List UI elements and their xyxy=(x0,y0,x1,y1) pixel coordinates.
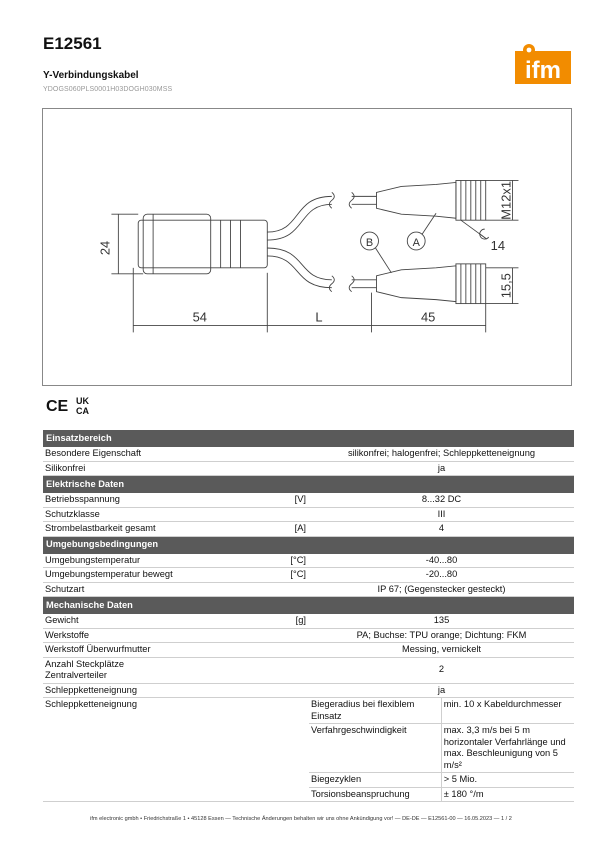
spec-row xyxy=(43,554,574,568)
section-title: Umgebungsbedingungen xyxy=(43,536,574,554)
spec-value: Messing, vernickelt xyxy=(309,643,575,658)
dim-15-5: 15,5 xyxy=(498,273,514,299)
section-header xyxy=(43,430,574,447)
spec-value: 8...32 DC xyxy=(309,493,575,507)
spec-label: Schutzklasse xyxy=(43,507,176,522)
section-header xyxy=(43,476,574,494)
spec-unit: [A] xyxy=(176,522,309,537)
spec-row xyxy=(43,628,574,643)
section-header xyxy=(43,536,574,554)
spec-value: 4 xyxy=(309,522,575,537)
drag-chain-key: Torsionsbeanspruchung xyxy=(309,787,442,802)
spec-row xyxy=(43,507,574,522)
spec-unit xyxy=(176,507,309,522)
spec-unit: [V] xyxy=(176,493,309,507)
spec-label: Umgebungstemperatur bewegt xyxy=(43,568,176,583)
specification-table xyxy=(43,430,574,802)
spec-row xyxy=(43,493,574,507)
ifm-logo xyxy=(513,43,573,84)
spec-row xyxy=(43,657,574,683)
spec-label: Umgebungstemperatur xyxy=(43,554,176,568)
spec-unit xyxy=(176,683,309,698)
spec-row xyxy=(43,614,574,628)
drag-chain-value: max. 3,3 m/s bei 5 m horizontaler Verfahrlänge und max. Beschleunigung von 5 m/s² xyxy=(441,724,574,773)
spec-row xyxy=(43,582,574,597)
certification-marks xyxy=(46,395,106,417)
product-name: Y-Verbindungskabel xyxy=(43,70,139,81)
spec-row xyxy=(43,568,574,583)
spec-value: silikonfrei; halogenfrei; Schleppketteneignung xyxy=(309,447,575,461)
spec-label: Werkstoff Überwurfmutter xyxy=(43,643,176,658)
drag-chain-key: Biegeradius bei flexiblem Einsatz xyxy=(309,698,442,724)
section-title: Mechanische Daten xyxy=(43,597,574,615)
product-code: E12561 xyxy=(43,34,102,53)
spec-label: Anzahl Steckplätze Zentralverteiler xyxy=(43,657,176,683)
spec-value: 2 xyxy=(309,657,575,683)
footer xyxy=(0,816,602,822)
dim-l: L xyxy=(315,309,323,325)
section-header xyxy=(43,597,574,615)
drag-chain-key: Biegezyklen xyxy=(309,773,442,788)
spec-unit xyxy=(176,582,309,597)
spec-unit xyxy=(176,447,309,461)
spec-unit xyxy=(176,628,309,643)
dim-m12: M12x1 xyxy=(498,180,514,220)
spec-value: -20...80 xyxy=(309,568,575,583)
drag-chain-value: min. 10 x Kabeldurchmesser xyxy=(441,698,574,724)
spec-label: Gewicht xyxy=(43,614,176,628)
drag-chain-key: Verfahrgeschwindigkeit xyxy=(309,724,442,773)
section-title: Elektrische Daten xyxy=(43,476,574,494)
spec-value: IP 67; (Gegenstecker gesteckt) xyxy=(309,582,575,597)
section-title: Einsatzbereich xyxy=(43,430,574,447)
dim-54: 54 xyxy=(192,309,207,325)
drag-chain-value: ± 180 °/m xyxy=(441,787,574,802)
ukca-mark: UK CA xyxy=(76,396,89,416)
spec-label: Betriebsspannung xyxy=(43,493,176,507)
page-number: 1 / 2 xyxy=(500,816,512,822)
spec-unit: [g] xyxy=(176,614,309,628)
spec-unit: [°C] xyxy=(176,554,309,568)
spec-value: -40...80 xyxy=(309,554,575,568)
drag-chain-label: Schleppketteneignung xyxy=(43,698,176,802)
spec-unit: [°C] xyxy=(176,568,309,583)
spec-value: III xyxy=(309,507,575,522)
spec-label: Werkstoffe xyxy=(43,628,176,643)
spec-label: Strombelastbarkeit gesamt xyxy=(43,522,176,537)
spec-unit xyxy=(176,461,309,476)
label-a: A xyxy=(412,237,420,250)
spec-row xyxy=(43,683,574,698)
ce-mark: CE xyxy=(46,398,69,415)
drag-chain-row xyxy=(43,698,574,724)
spec-value: ja xyxy=(309,683,575,698)
spec-row xyxy=(43,643,574,658)
spec-unit xyxy=(176,643,309,658)
spec-label: Besondere Eigenschaft xyxy=(43,447,176,461)
spec-unit xyxy=(176,657,309,683)
spec-label: Schutzart xyxy=(43,582,176,597)
footer-text: ifm electronic gmbh • Friedrichstraße 1 • 45128 Essen — Technische Änderungen behalten wir uns ohne Ankündigung vor! — DE-DE — E12561-00 — 16.05.2023 — xyxy=(90,816,500,822)
spec-row xyxy=(43,522,574,537)
spec-value: 135 xyxy=(309,614,575,628)
spec-value: PA; Buchse: TPU orange; Dichtung: FKM xyxy=(309,628,575,643)
drag-chain-value: > 5 Mio. xyxy=(441,773,574,788)
drag-chain-unit xyxy=(176,698,309,802)
dim-14: 14 xyxy=(490,237,506,253)
label-b: B xyxy=(365,237,374,250)
spec-label: Silikonfrei xyxy=(43,461,176,476)
dim-45: 45 xyxy=(420,309,436,325)
article-code: YDOGS060PLS0001H03DOGH030MSS xyxy=(43,86,173,93)
spec-value: ja xyxy=(309,461,575,476)
spec-row xyxy=(43,461,574,476)
spec-row xyxy=(43,447,574,461)
dim-24: 24 xyxy=(97,240,113,256)
logo-text: ifm xyxy=(525,57,561,84)
technical-drawing xyxy=(42,108,572,386)
spec-label: Schleppketteneignung xyxy=(43,683,176,698)
